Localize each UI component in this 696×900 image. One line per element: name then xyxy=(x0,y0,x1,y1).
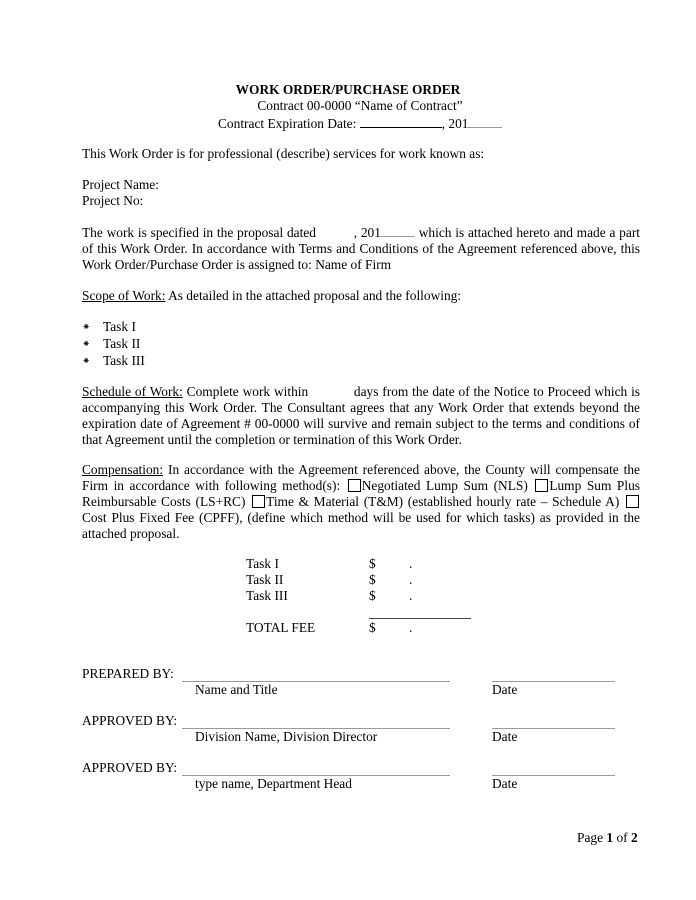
signature-caption: Division Name, Division Director xyxy=(195,729,378,744)
bullet-icon: ⁕ xyxy=(82,356,91,367)
date-caption: Date xyxy=(492,729,518,744)
scope-of-work xyxy=(82,288,461,304)
expiration-label: Contract Expiration Date: xyxy=(218,116,357,131)
signature-caption: Name and Title xyxy=(195,682,278,697)
scope-text: As detailed in the attached proposal and the following: xyxy=(165,288,462,303)
date-caption: Date xyxy=(492,682,518,697)
proposal-text-3: which is attached hereto and made a part of this Work Order. In accordance with Terms and Conditions of the Agreement referenced above, this Work Order/Purchase Order is assigned to: Name of Firm xyxy=(82,225,640,272)
bullet-icon: ⁕ xyxy=(82,339,91,350)
fee-row-currency: $ xyxy=(369,588,376,603)
signature-label: APPROVED BY: xyxy=(82,760,178,775)
compensation-text-1: In accordance with the Agreement referenced above, the County will compensate the Firm in accordance with following method(s): xyxy=(82,462,640,493)
expiration-date-blank[interactable] xyxy=(360,115,442,128)
expiration-year-blank[interactable] xyxy=(468,115,502,128)
compensation-paragraph xyxy=(82,462,640,542)
checkbox-ls-rc[interactable] xyxy=(535,479,548,492)
expiration-date-line xyxy=(218,115,502,132)
signature-caption: type name, Department Head xyxy=(195,776,352,791)
fee-row-amount[interactable]: . xyxy=(409,572,413,587)
project-number-label: Project No: xyxy=(82,193,144,208)
contract-name: Contract 00-0000 “Name of Contract” xyxy=(257,98,463,113)
page-of: of xyxy=(613,830,631,845)
task-item: Task I xyxy=(103,319,136,334)
total-fee-currency: $ xyxy=(369,620,376,635)
fee-row-label: Task III xyxy=(246,588,288,603)
document-title: WORK ORDER/PURCHASE ORDER xyxy=(235,82,461,97)
schedule-heading: Schedule of Work: xyxy=(82,384,183,399)
scope-heading: Scope of Work: xyxy=(82,288,166,303)
date-caption: Date xyxy=(492,776,518,791)
schedule-paragraph xyxy=(82,384,640,448)
option-nls: Negotiated Lump Sum (NLS) xyxy=(361,478,534,493)
page-number xyxy=(577,830,638,846)
expiration-year: , 201 xyxy=(441,116,469,131)
proposal-paragraph xyxy=(82,224,640,273)
fee-row-label: Task II xyxy=(246,572,284,587)
fee-row-amount[interactable]: . xyxy=(409,588,413,603)
fee-row-currency: $ xyxy=(369,556,376,571)
fee-row-label: Task I xyxy=(246,556,279,571)
intro-text: This Work Order is for professional (describe) services for work known as: xyxy=(82,146,485,161)
page-current: 1 xyxy=(606,830,614,845)
checkbox-cpff[interactable] xyxy=(626,495,639,508)
option-ls-rc: Lump Sum Plus Reimbursable Costs (LS+RC) xyxy=(82,478,640,509)
bullet-icon: ⁕ xyxy=(82,322,91,333)
task-item: Task III xyxy=(103,353,145,368)
proposal-year-blank[interactable] xyxy=(381,224,415,237)
schedule-text-2: days from the date of the Notice to Proceed which is accompanying this Work Order. The Consultant agrees that any Work Order that extends beyond the expiration date of Agreement # 00-0000 will survive and remain subject to the terms and conditions of that Agreement until the completion or termination of this Work Order. xyxy=(82,384,640,447)
page-word: Page xyxy=(577,830,607,845)
signature-label: APPROVED BY: xyxy=(82,713,178,728)
proposal-text-1: The work is specified in the proposal dated xyxy=(82,225,316,240)
total-fee-amount[interactable]: . xyxy=(409,620,413,635)
option-cpff: Cost Plus Fixed Fee (CPFF), (define which method will be used for which tasks) as provided in the attached proposal. xyxy=(82,510,640,541)
total-fee-label: TOTAL FEE xyxy=(246,620,316,635)
fee-sum-rule xyxy=(369,618,471,619)
schedule-text-1: Complete work within xyxy=(182,384,313,399)
page-total: 2 xyxy=(630,830,638,845)
proposal-text-2: , 201 xyxy=(353,225,381,240)
checkbox-tm[interactable] xyxy=(252,495,265,508)
option-tm: Time & Material (T&M) (established hourly rate – Schedule A) xyxy=(266,494,624,509)
compensation-heading: Compensation: xyxy=(82,462,164,477)
checkbox-nls[interactable] xyxy=(348,479,361,492)
project-name-label: Project Name: xyxy=(82,177,159,192)
signature-label: PREPARED BY: xyxy=(82,666,174,681)
task-item: Task II xyxy=(103,336,141,351)
fee-row-currency: $ xyxy=(369,572,376,587)
fee-row-amount[interactable]: . xyxy=(409,556,413,571)
